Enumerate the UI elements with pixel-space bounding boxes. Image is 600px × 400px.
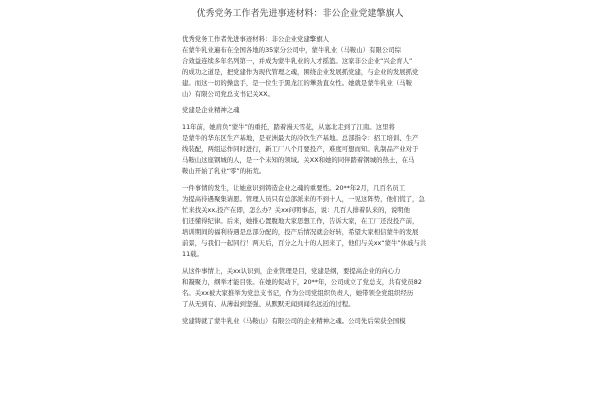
text-line: 们还懂得纪律。后来，她推心置腹地大家思想工作，告诉大家，在工厂还没投产前，	[182, 217, 419, 225]
text-line: 一件事情的发生，让她意识到铸造企业之魂的重要性。20**年2月，几百名员工	[182, 184, 406, 192]
paragraph-3	[170, 266, 432, 310]
text-line: 为提高待遇聚集请愿。管理人员只有总部派来的不到十人，一见这阵势，他们慌了，急	[182, 195, 425, 203]
intro-line: 合效益连续多年名列第一，并成为蒙牛乳业的人才摇篮。这家非公企业“兴企育人”	[182, 57, 413, 65]
text-line: 11年前，她肩负“蒙牛”的重托，踏着漫天雪花，从塞北走到了江南。这里将	[182, 123, 395, 131]
text-line: 培训期间的福利待遇是总部分配的，投产后情况就会好转，希望大家相信蒙牛的发展	[182, 228, 419, 236]
text-line: 线装配，两组运作同时进行，新工厂八个月要投产，难度可想而知。乳制品产业对于	[182, 145, 419, 153]
paragraph-1	[170, 122, 432, 177]
paragraph-2	[170, 183, 432, 260]
text-line: 前景，与我们一起同行！两天后，百分之九十的人回来了，他们与关xx“蒙牛”休戚与共	[182, 239, 427, 247]
intro-line: 在蒙牛乳业遍布在全国各地的35家分公司中，蒙牛乳业（马鞍山）有限公司综	[182, 46, 402, 54]
text-line: 党建铸就了蒙牛乳业（马鞍山）有限公司的企业精神之魂。公司先后荣获全国模	[182, 317, 406, 325]
intro-line: 山）有限公司党总支书记关XX。	[182, 90, 274, 98]
text-line: 和凝聚力，纲举才能目张。在她的促动下，20**年，公司成立了党总支，共有党员82	[182, 278, 422, 286]
text-line: 从这件事情上，关xx认识到，企业管理是目，党建是纲，要提高企业的向心力	[182, 267, 401, 275]
intro-paragraph	[170, 34, 432, 100]
document-title: 优秀党务工作者先进事迹材料：非公企业党建擎旗人	[196, 9, 404, 19]
paragraph-4	[170, 316, 432, 327]
intro-line: 的成功之道是，把党建作为现代管理之魂，围绕企业发展抓党建，与企业的发展抓党	[182, 68, 419, 76]
text-line: 11载。	[182, 250, 203, 258]
text-line: 是蒙牛的华东区生产基地，是亚洲最大的冷饮生产基地。总部指令：招工培训、生产	[182, 134, 419, 142]
intro-line: 建。而这一切的操盘手，是一位生于黑龙江的犟劲直女性。她就是蒙牛乳业（马鞍	[182, 79, 413, 87]
document-body	[170, 34, 432, 327]
text-line: 名。关xx被大家推举为党总支书记，作为公司党组织负责人，她带领全党组织经历	[182, 289, 414, 297]
text-line: 马鞍山这座钢城的人，是一个未知的领域。关XX和她的同伴踏着钢城的热土，在马	[182, 156, 415, 164]
text-line: 了从无到有、从薄弱到坚强、从默默无闻到闻名远近的过程。	[182, 300, 355, 308]
intro-line: 优秀党务工作者先进事迹材料：非公企业党建擎旗人	[182, 35, 329, 43]
text-line: 鞍山开始了乳业“零”的拓荒。	[182, 167, 266, 175]
text-line: 忙来找关xx,投产在即，怎么办？关xx问明事态，说：几百人排着队来的，说明他	[182, 206, 411, 214]
section-heading: 党建是企业精神之魂	[182, 106, 240, 114]
